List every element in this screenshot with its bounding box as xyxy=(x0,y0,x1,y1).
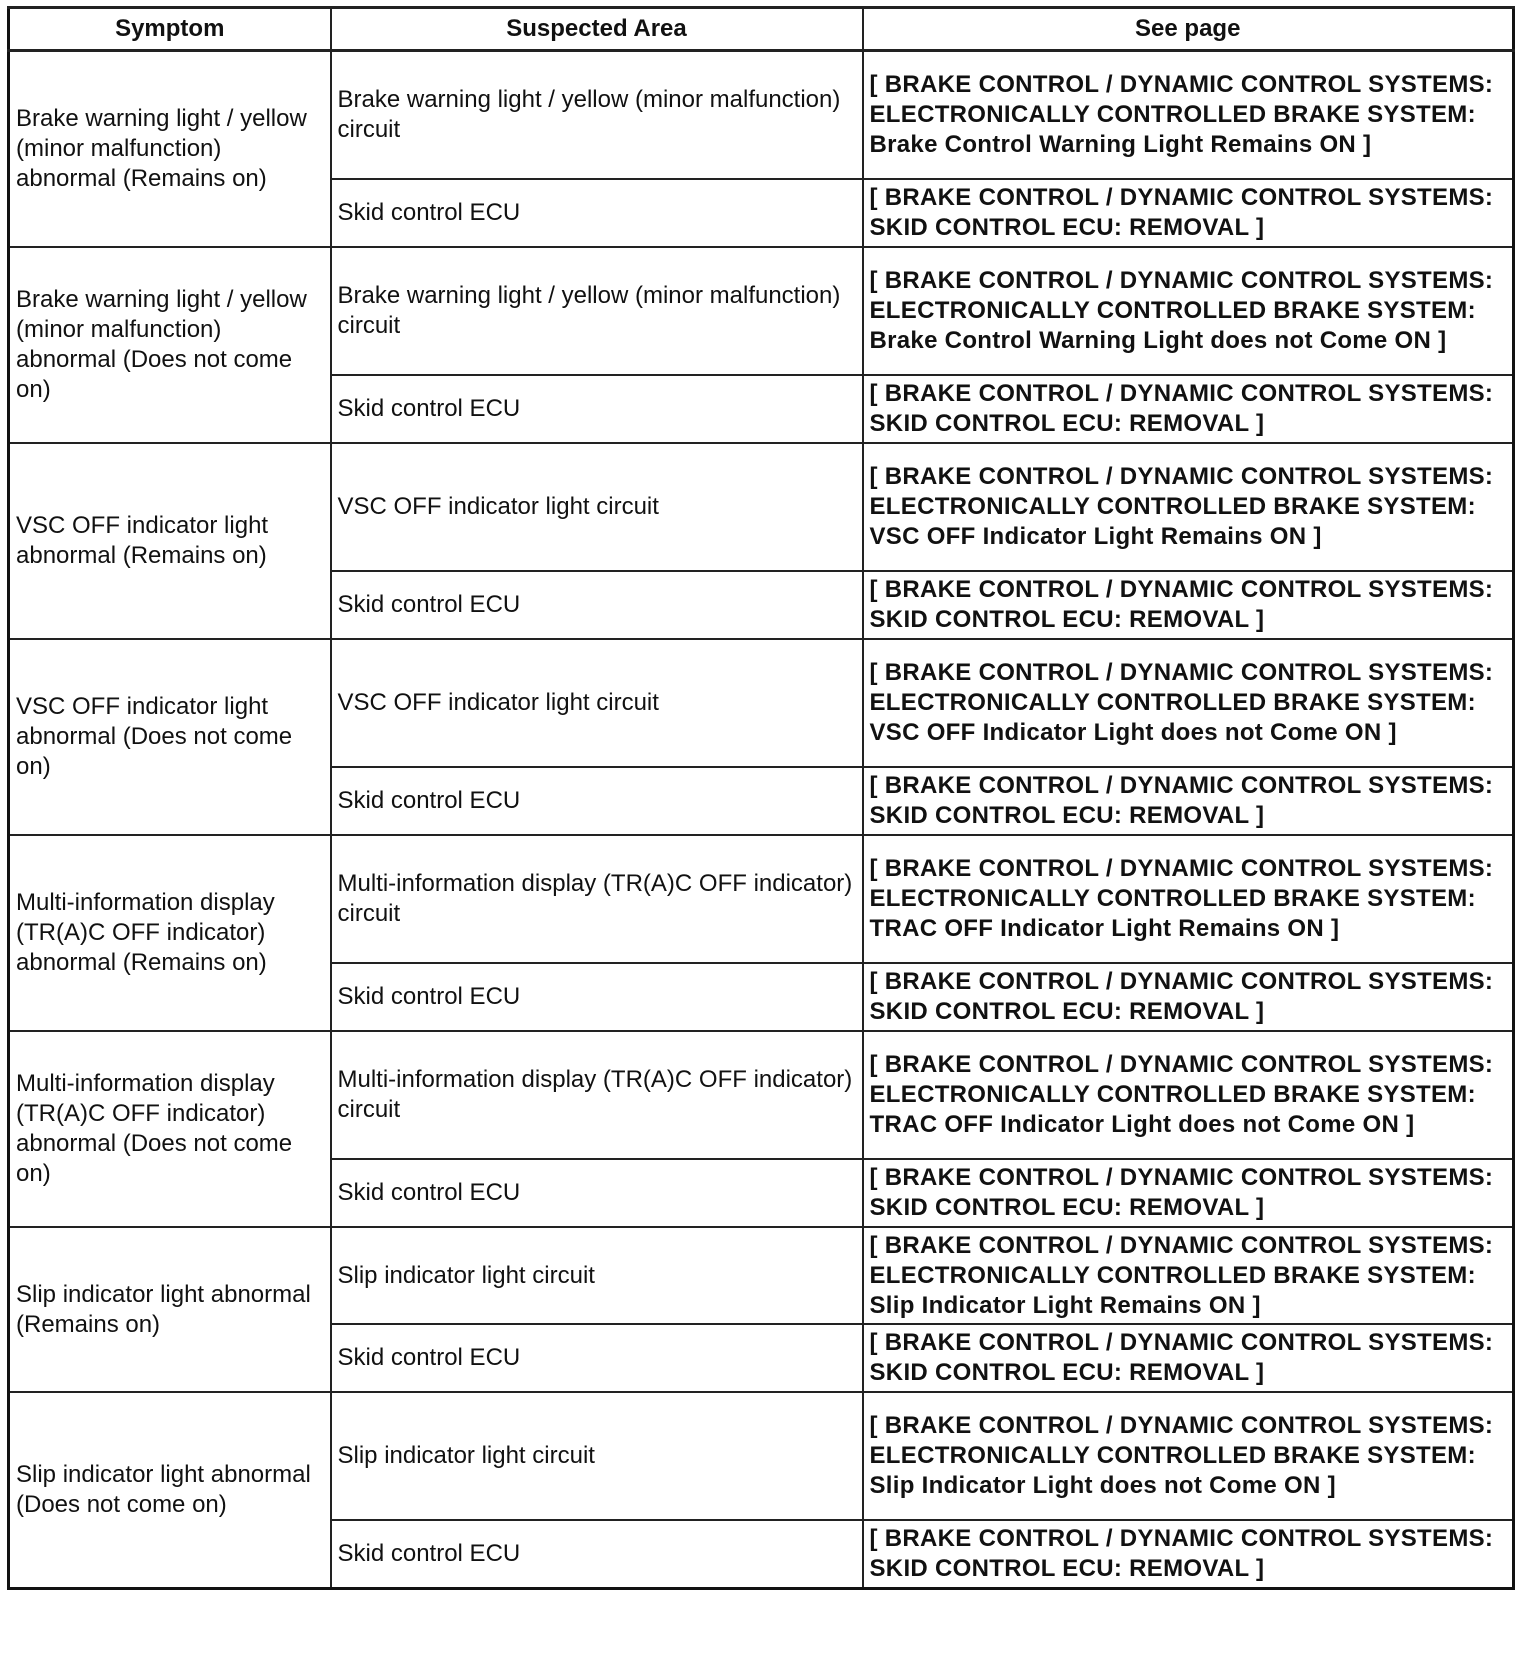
table-row xyxy=(9,443,1514,571)
header-see-page: See page xyxy=(863,8,1514,51)
header-suspected-area: Suspected Area xyxy=(331,8,863,51)
header-row xyxy=(9,8,1514,51)
suspected-area-cell: Skid control ECU xyxy=(331,767,863,835)
suspected-area-cell: Slip indicator light circuit xyxy=(331,1392,863,1520)
see-page-link[interactable]: [ BRAKE CONTROL / DYNAMIC CONTROL SYSTEMS: SKID CONTROL ECU: REMOVAL ] xyxy=(863,1520,1514,1589)
suspected-area-cell: Skid control ECU xyxy=(331,1324,863,1392)
see-page-link[interactable]: [ BRAKE CONTROL / DYNAMIC CONTROL SYSTEMS: SKID CONTROL ECU: REMOVAL ] xyxy=(863,1159,1514,1227)
see-page-link[interactable]: [ BRAKE CONTROL / DYNAMIC CONTROL SYSTEMS: SKID CONTROL ECU: REMOVAL ] xyxy=(863,375,1514,443)
see-page-link[interactable]: [ BRAKE CONTROL / DYNAMIC CONTROL SYSTEMS: ELECTRONICALLY CONTROLLED BRAKE SYSTEM: Slip Indicator Light Remains ON ] xyxy=(863,1227,1514,1324)
symptom-cell: Brake warning light / yellow (minor malfunction) abnormal (Does not come on) xyxy=(9,247,331,443)
symptom-cell: Slip indicator light abnormal (Does not come on) xyxy=(9,1392,331,1589)
suspected-area-cell: VSC OFF indicator light circuit xyxy=(331,639,863,767)
symptom-cell: Brake warning light / yellow (minor malfunction) abnormal (Remains on) xyxy=(9,51,331,248)
suspected-area-cell: Skid control ECU xyxy=(331,375,863,443)
suspected-area-cell: Skid control ECU xyxy=(331,179,863,247)
suspected-area-cell: Brake warning light / yellow (minor malfunction) circuit xyxy=(331,51,863,180)
suspected-area-cell: Skid control ECU xyxy=(331,1520,863,1589)
suspected-area-cell: Brake warning light / yellow (minor malfunction) circuit xyxy=(331,247,863,375)
see-page-link[interactable]: [ BRAKE CONTROL / DYNAMIC CONTROL SYSTEMS: ELECTRONICALLY CONTROLLED BRAKE SYSTEM: Brake Control Warning Light does not Come ON ] xyxy=(863,247,1514,375)
see-page-link[interactable]: [ BRAKE CONTROL / DYNAMIC CONTROL SYSTEMS: ELECTRONICALLY CONTROLLED BRAKE SYSTEM: Slip Indicator Light does not Come ON ] xyxy=(863,1392,1514,1520)
symptom-cell: Multi-information display (TR(A)C OFF indicator) abnormal (Does not come on) xyxy=(9,1031,331,1227)
see-page-link[interactable]: [ BRAKE CONTROL / DYNAMIC CONTROL SYSTEMS: ELECTRONICALLY CONTROLLED BRAKE SYSTEM: VSC OFF Indicator Light Remains ON ] xyxy=(863,443,1514,571)
see-page-link[interactable]: [ BRAKE CONTROL / DYNAMIC CONTROL SYSTEMS: ELECTRONICALLY CONTROLLED BRAKE SYSTEM: VSC OFF Indicator Light does not Come ON ] xyxy=(863,639,1514,767)
see-page-link[interactable]: [ BRAKE CONTROL / DYNAMIC CONTROL SYSTEMS: ELECTRONICALLY CONTROLLED BRAKE SYSTEM: TRAC OFF Indicator Light Remains ON ] xyxy=(863,835,1514,963)
symptom-table xyxy=(7,6,1515,1590)
symptom-cell: Slip indicator light abnormal (Remains on) xyxy=(9,1227,331,1392)
header-symptom: Symptom xyxy=(9,8,331,51)
symptom-cell: VSC OFF indicator light abnormal (Remains on) xyxy=(9,443,331,639)
suspected-area-cell: Slip indicator light circuit xyxy=(331,1227,863,1324)
table-row xyxy=(9,1227,1514,1324)
suspected-area-cell: Skid control ECU xyxy=(331,1159,863,1227)
see-page-link[interactable]: [ BRAKE CONTROL / DYNAMIC CONTROL SYSTEMS: SKID CONTROL ECU: REMOVAL ] xyxy=(863,179,1514,247)
see-page-link[interactable]: [ BRAKE CONTROL / DYNAMIC CONTROL SYSTEMS: ELECTRONICALLY CONTROLLED BRAKE SYSTEM: TRAC OFF Indicator Light does not Come ON ] xyxy=(863,1031,1514,1159)
see-page-link[interactable]: [ BRAKE CONTROL / DYNAMIC CONTROL SYSTEMS: SKID CONTROL ECU: REMOVAL ] xyxy=(863,767,1514,835)
suspected-area-cell: Skid control ECU xyxy=(331,571,863,639)
symptom-cell: Multi-information display (TR(A)C OFF indicator) abnormal (Remains on) xyxy=(9,835,331,1031)
table-row xyxy=(9,835,1514,963)
see-page-link[interactable]: [ BRAKE CONTROL / DYNAMIC CONTROL SYSTEMS: SKID CONTROL ECU: REMOVAL ] xyxy=(863,963,1514,1031)
table-row xyxy=(9,51,1514,180)
table-row xyxy=(9,1392,1514,1520)
table-row xyxy=(9,247,1514,375)
table-row xyxy=(9,639,1514,767)
suspected-area-cell: Multi-information display (TR(A)C OFF indicator) circuit xyxy=(331,1031,863,1159)
table-row xyxy=(9,1031,1514,1159)
suspected-area-cell: VSC OFF indicator light circuit xyxy=(331,443,863,571)
suspected-area-cell: Multi-information display (TR(A)C OFF indicator) circuit xyxy=(331,835,863,963)
see-page-link[interactable]: [ BRAKE CONTROL / DYNAMIC CONTROL SYSTEMS: SKID CONTROL ECU: REMOVAL ] xyxy=(863,1324,1514,1392)
see-page-link[interactable]: [ BRAKE CONTROL / DYNAMIC CONTROL SYSTEMS: SKID CONTROL ECU: REMOVAL ] xyxy=(863,571,1514,639)
symptom-cell: VSC OFF indicator light abnormal (Does not come on) xyxy=(9,639,331,835)
see-page-link[interactable]: [ BRAKE CONTROL / DYNAMIC CONTROL SYSTEMS: ELECTRONICALLY CONTROLLED BRAKE SYSTEM: Brake Control Warning Light Remains ON ] xyxy=(863,51,1514,180)
suspected-area-cell: Skid control ECU xyxy=(331,963,863,1031)
